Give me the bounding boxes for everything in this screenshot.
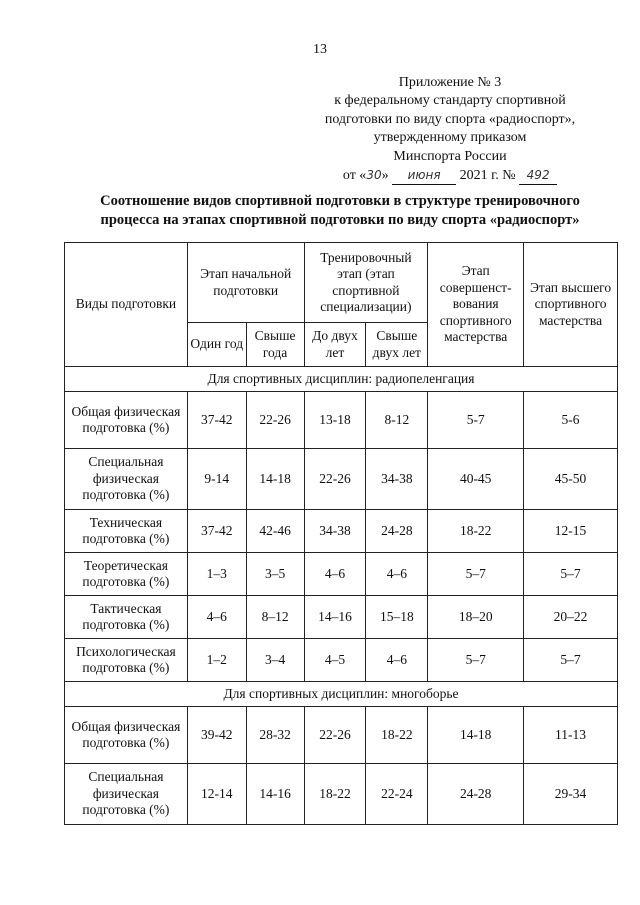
table-cell: 12-14 — [187, 764, 246, 825]
table-cell: 42-46 — [246, 510, 304, 553]
table-row — [65, 553, 618, 596]
table-row — [65, 707, 618, 764]
row-label: Психологическая подготовка (%) — [65, 639, 188, 682]
header-higher-stage: Этап высшего спортивного мастерства — [524, 243, 618, 367]
table-cell: 5-6 — [524, 392, 618, 449]
handwritten-number: 492 — [519, 166, 557, 185]
table-cell: 4–5 — [304, 639, 366, 682]
table-cell: 3–5 — [246, 553, 304, 596]
table-row — [65, 449, 618, 510]
header-training-over-two: Свыше двух лет — [366, 323, 428, 367]
table-cell: 18-22 — [428, 510, 524, 553]
table-cell: 4–6 — [366, 553, 428, 596]
table-cell: 14-18 — [246, 449, 304, 510]
handwritten-day: 30 — [366, 168, 382, 183]
row-label: Теоретическая подготовка (%) — [65, 553, 188, 596]
appendix-line: подготовки по виду спорта «радиоспорт», — [324, 111, 576, 127]
table-cell: 45-50 — [524, 449, 618, 510]
row-label: Общая физическая подготовка (%) — [65, 392, 188, 449]
table-cell: 37-42 — [187, 510, 246, 553]
table-cell: 4–6 — [187, 596, 246, 639]
header-initial-over-year: Свыше года — [246, 323, 304, 367]
table-row — [65, 596, 618, 639]
date-year: 2021 г. № — [459, 168, 516, 184]
table-cell: 14-18 — [428, 707, 524, 764]
table-cell: 5-7 — [428, 392, 524, 449]
section-title: Для спортивных дисциплин: радиопеленгация — [65, 367, 618, 392]
table-cell: 18-22 — [366, 707, 428, 764]
section-title: Для спортивных дисциплин: многоборье — [65, 682, 618, 707]
header-improvement-stage: Этап совершенст-вования спортивного мастерства — [428, 243, 524, 367]
date-mid: » — [381, 168, 389, 184]
row-label: Специальная физическая подготовка (%) — [65, 764, 188, 825]
table-cell: 8–12 — [246, 596, 304, 639]
table-cell: 11-13 — [524, 707, 618, 764]
table-cell: 24-28 — [428, 764, 524, 825]
table-cell: 18–20 — [428, 596, 524, 639]
table-cell: 13-18 — [304, 392, 366, 449]
table-cell: 28-32 — [246, 707, 304, 764]
header-types: Виды подготовки — [65, 243, 188, 367]
handwritten-month: июня — [392, 166, 456, 185]
table-cell: 34-38 — [304, 510, 366, 553]
header-training-stage: Тренировочный этап (этап спортивной специализации) — [304, 243, 428, 323]
table-row — [65, 392, 618, 449]
table-cell: 37-42 — [187, 392, 246, 449]
table-cell: 5–7 — [428, 639, 524, 682]
table-cell: 4–6 — [304, 553, 366, 596]
row-label: Специальная физическая подготовка (%) — [65, 449, 188, 510]
table-cell: 1–3 — [187, 553, 246, 596]
table-row — [65, 764, 618, 825]
appendix-line: утвержденному приказом — [373, 130, 527, 146]
table-cell: 18-22 — [304, 764, 366, 825]
table-cell: 14–16 — [304, 596, 366, 639]
title-line: Соотношение видов спортивной подготовки в структуре тренировочного — [100, 193, 580, 209]
table-cell: 20–22 — [524, 596, 618, 639]
table-cell: 40-45 — [428, 449, 524, 510]
row-label: Общая физическая подготовка (%) — [65, 707, 188, 764]
appendix-line: Приложение № 3 — [398, 75, 502, 90]
table-cell: 5–7 — [524, 553, 618, 596]
training-ratio-table — [64, 242, 618, 825]
header-initial-one-year: Один год — [187, 323, 246, 367]
table-cell: 9-14 — [187, 449, 246, 510]
table-cell: 1–2 — [187, 639, 246, 682]
header-initial-stage: Этап начальной подготовки — [187, 243, 304, 323]
table-cell: 3–4 — [246, 639, 304, 682]
table-cell: 22-26 — [304, 449, 366, 510]
table-row — [65, 639, 618, 682]
appendix-block — [300, 74, 600, 185]
table-cell: 22-26 — [304, 707, 366, 764]
table-cell: 15–18 — [366, 596, 428, 639]
header-training-up-to-two: До двух лет — [304, 323, 366, 367]
appendix-line: к федеральному стандарту спортивной — [334, 93, 566, 109]
appendix-line: Минспорта России — [393, 148, 507, 164]
table-cell: 24-28 — [366, 510, 428, 553]
table-cell: 22-26 — [246, 392, 304, 449]
table-cell: 5–7 — [428, 553, 524, 596]
table-cell: 34-38 — [366, 449, 428, 510]
page-number: 13 — [313, 42, 327, 57]
table-row — [65, 510, 618, 553]
table-cell: 14-16 — [246, 764, 304, 825]
row-label: Тактическая подготовка (%) — [65, 596, 188, 639]
date-prefix: от « — [342, 168, 367, 184]
table-cell: 8-12 — [366, 392, 428, 449]
table-cell: 5–7 — [524, 639, 618, 682]
table-cell: 22-24 — [366, 764, 428, 825]
appendix-date-line — [300, 166, 600, 185]
table-cell: 4–6 — [366, 639, 428, 682]
title-line: процесса на этапах спортивной подготовки по виду спорта «радиоспорт» — [100, 212, 580, 228]
table-cell: 12-15 — [524, 510, 618, 553]
table-cell: 29-34 — [524, 764, 618, 825]
table-cell: 39-42 — [187, 707, 246, 764]
document-title — [60, 192, 620, 230]
row-label: Техническая подготовка (%) — [65, 510, 188, 553]
